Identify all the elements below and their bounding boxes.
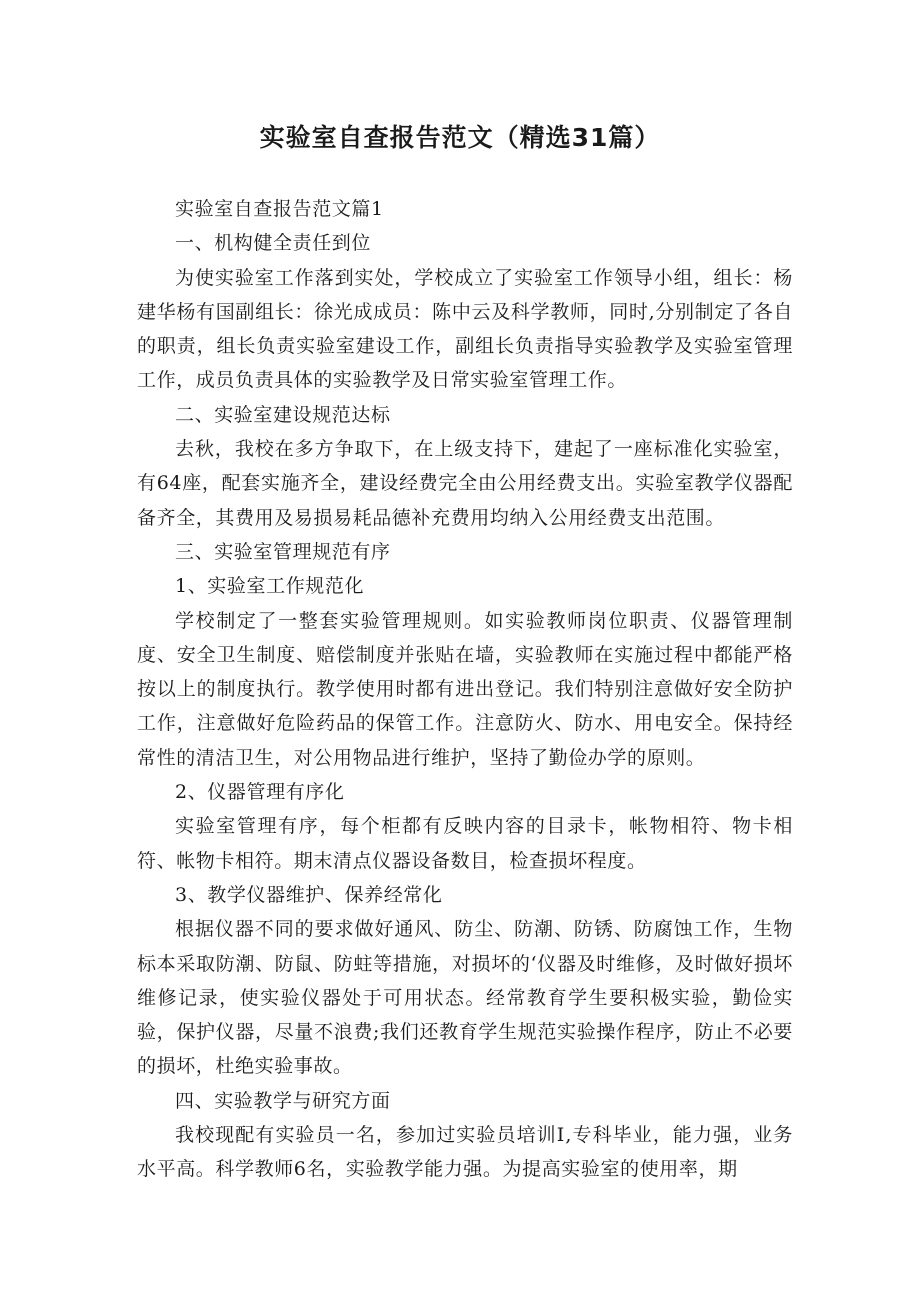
body-paragraph: 去秋，我校在多方争取下，在上级支持下，建起了一座标准化实验室，有64座，配套实施齐全，建设经费完全由公用经费支出。实验室教学仪器配备齐全，其费用及易损易耗品德补充费用均纳入公用经费支出范围。 [137,438,793,529]
document-title: 实验室自查报告范文（精选31篇） [259,123,661,152]
subsection-heading: 1、实验室工作规范化 [175,575,365,598]
subsection-heading: 3、教学仪器维护、保养经常化 [175,883,443,906]
body-paragraph: 我校现配有实验员一名，参加过实验员培训Ⅰ,专科毕业，能力强，业务水平高。科学教师6名，实验教学能力强。为提高实验室的使用率，期 [137,1124,793,1181]
document-body [137,192,793,1187]
body-paragraph: 学校制定了一整套实验管理规则。如实验教师岗位职责、仪器管理制度、安全卫生制度、赔偿制度并张贴在墙，实验教师在实施过程中都能严格按以上的制度执行。教学使用时都有进出登记。我们特别注意做好安全防护工作，注意做好危险药品的保管工作。注意防火、防水、用电安全。保持经常性的清洁卫生，对公用物品进行维护，坚持了勤俭办学的原则。 [137,609,793,769]
body-paragraph: 为使实验室工作落到实处，学校成立了实验室工作领导小组，组长：杨建华杨有国副组长：徐光成成员：陈中云及科学教师，同时,分别制定了各自的职责，组长负责实验室建设工作，副组长负责指导实验教学及实验室管理工作，成员负责具体的实验教学及日常实验室管理工作。 [137,266,793,392]
subsection-heading: 2、仪器管理有序化 [175,781,345,804]
section-heading: 实验室自查报告范文篇1 [175,198,384,220]
body-paragraph: 实验室管理有序，每个柜都有反映内容的目录卡，帐物相符、物卡相符、帐物卡相符。期末清点仪器设备数目，检查损坏程度。 [137,815,793,872]
body-paragraph: 根据仪器不同的要求做好通风、防尘、防潮、防锈、防腐蚀工作，生物标本采取防潮、防鼠、防蛀等措施，对损坏的‘仪器及时维修，及时做好损坏维修记录，使实验仪器处于可用状态。经常教育学生要积极实验，勤俭实验，保护仪器，尽量不浪费;我们还教育学生规范实验操作程序，防止不必要的损坏，杜绝实验事故。 [137,918,793,1078]
section-heading: 一、机构健全责任到位 [175,232,372,255]
section-heading: 二、实验室建设规范达标 [175,403,391,426]
section-heading: 四、实验教学与研究方面 [175,1089,391,1112]
section-heading: 三、实验室管理规范有序 [175,540,391,563]
